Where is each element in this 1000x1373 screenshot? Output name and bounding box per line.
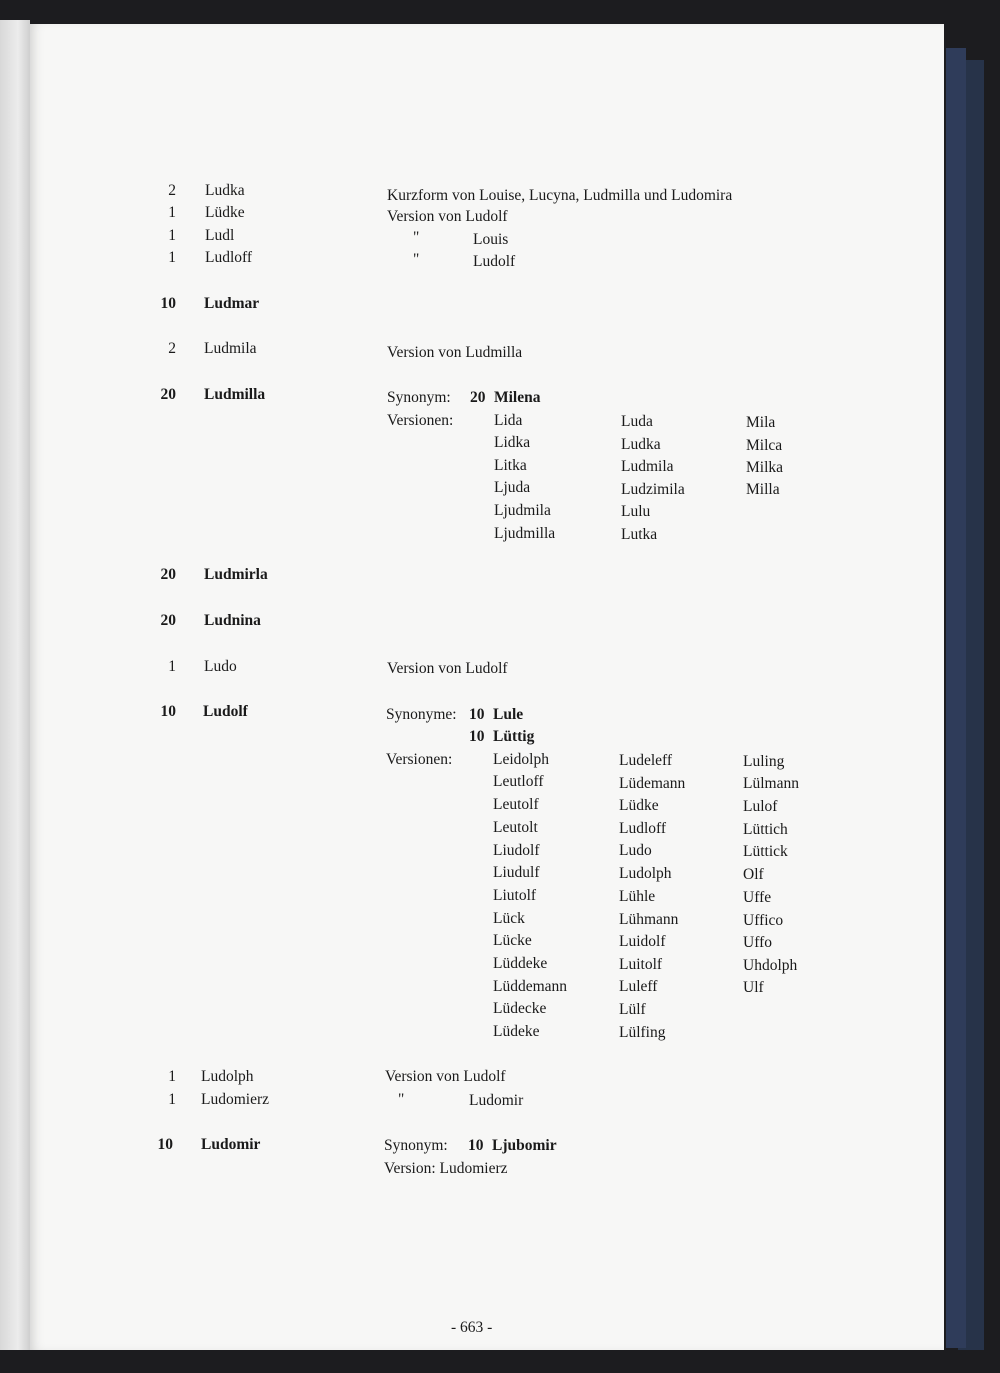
version-name: Lidka — [494, 434, 531, 451]
version-name: Lüddemann — [493, 978, 568, 995]
version-name: Leidolph — [493, 751, 549, 768]
version-name: Ludmila — [621, 458, 674, 475]
synonym-label: Synonym: — [384, 1137, 448, 1154]
entry-number: 20 — [160, 566, 176, 583]
version-name: Ludolph — [619, 865, 672, 882]
version-name: Luidolf — [619, 933, 666, 950]
entry-reference: Ludolf — [473, 253, 516, 270]
version-name: Ludloff — [619, 820, 667, 837]
version-name: Lück — [493, 910, 525, 927]
entry-number: 1 — [168, 249, 176, 266]
version-name: Ulf — [743, 979, 764, 996]
version-name: Lüttich — [743, 821, 788, 838]
version-name: Luda — [621, 413, 653, 430]
version-name: Lulof — [743, 798, 778, 815]
synonym-name: Lule — [493, 706, 524, 723]
version-name: Uffe — [743, 889, 772, 906]
synonym-name: Lüttig — [493, 728, 535, 745]
version-name: Ljudmila — [494, 502, 551, 519]
version-line: Version: Ludomierz — [384, 1160, 508, 1177]
version-name: Lida — [494, 412, 523, 429]
previous-page-edge — [0, 20, 30, 1350]
ditto-mark: " — [413, 251, 420, 268]
entry-description: Version von Ludolf — [387, 660, 508, 677]
entry-description: Kurzform von Louise, Lucyna, Ludmilla und Ludomira — [387, 187, 733, 204]
synonym-name: Milena — [494, 389, 541, 406]
version-name: Ludeleff — [619, 752, 673, 769]
entry-description: Version von Ludolf — [387, 208, 508, 225]
version-name: Mila — [746, 414, 776, 431]
version-name: Lüttick — [743, 843, 788, 860]
version-name: Lüdemann — [619, 775, 686, 792]
synonym-number: 10 — [469, 728, 485, 745]
version-name: Lühmann — [619, 911, 679, 928]
version-name: Lutka — [621, 526, 658, 543]
synonym-number: 10 — [468, 1137, 484, 1154]
version-name: Lülmann — [743, 775, 799, 792]
version-name: Luitolf — [619, 956, 663, 973]
entry-number: 20 — [160, 612, 176, 629]
entry-number: 1 — [168, 227, 176, 244]
entry-number: 10 — [160, 295, 176, 312]
synonym-label: Synonyme: — [386, 706, 457, 723]
entry-reference: Ludomir — [469, 1092, 524, 1109]
entry-description: Version von Ludmilla — [387, 344, 523, 361]
entry-name: Ludomir — [201, 1136, 261, 1153]
entry-name: Ludka — [205, 182, 245, 199]
entry-name: Ludolf — [203, 703, 248, 720]
page-number: - 663 - — [451, 1319, 493, 1336]
entry-number: 20 — [160, 386, 176, 403]
synonym-number: 20 — [470, 389, 486, 406]
book-binding — [946, 48, 966, 1348]
versions-label: Versionen: — [386, 751, 453, 768]
version-name: Lüdke — [619, 797, 659, 814]
synonym-number: 10 — [469, 706, 485, 723]
version-name: Lüddeke — [493, 955, 548, 972]
version-name: Milca — [746, 437, 783, 454]
version-name: Leutloff — [493, 773, 544, 790]
version-name: Leutolt — [493, 819, 538, 836]
version-name: Milka — [746, 459, 784, 476]
entry-number: 1 — [168, 1068, 176, 1085]
entry-number: 1 — [168, 658, 176, 675]
version-name: Leutolf — [493, 796, 539, 813]
entry-name: Ludloff — [205, 249, 253, 266]
version-name: Ljudmilla — [494, 525, 556, 542]
ditto-mark: " — [398, 1091, 405, 1108]
entry-number: 1 — [168, 1091, 176, 1108]
entry-number: 2 — [168, 340, 176, 357]
version-name: Liudulf — [493, 864, 540, 881]
version-name: Lücke — [493, 932, 532, 949]
entry-reference: Louis — [473, 231, 509, 248]
version-name: Lülfing — [619, 1024, 666, 1041]
version-name: Liudolf — [493, 842, 540, 859]
version-name: Luling — [743, 753, 785, 770]
entry-name: Ludmilla — [204, 386, 266, 403]
entry-name: Ludnina — [204, 612, 261, 629]
version-name: Lulu — [621, 503, 651, 520]
version-name: Milla — [746, 481, 780, 498]
version-name: Liutolf — [493, 887, 537, 904]
version-name: Lühle — [619, 888, 656, 905]
entry-name: Ludmar — [204, 295, 260, 312]
version-name: Olf — [743, 866, 764, 883]
entry-name: Ludo — [204, 658, 237, 675]
synonym-label: Synonym: — [387, 389, 451, 406]
version-name: Ludka — [621, 436, 661, 453]
version-name: Litka — [494, 457, 527, 474]
entry-number: 1 — [168, 204, 176, 221]
entry-number: 10 — [157, 1136, 173, 1153]
entry-description: Version von Ludolf — [385, 1068, 506, 1085]
version-name: Uffo — [743, 934, 772, 951]
entry-number: 10 — [160, 703, 176, 720]
version-name: Lülf — [619, 1001, 646, 1018]
entry-name: Ludmila — [204, 340, 257, 357]
entry-name: Ludl — [205, 227, 235, 244]
version-name: Lüdeke — [493, 1023, 540, 1040]
synonym-name: Ljubomir — [492, 1137, 557, 1154]
version-name: Uffico — [743, 912, 784, 929]
version-name: Uhdolph — [743, 957, 798, 974]
version-name: Luleff — [619, 978, 658, 995]
entry-number: 2 — [168, 182, 176, 199]
entry-name: Ludmirla — [204, 566, 268, 583]
entry-name: Lüdke — [205, 204, 245, 221]
version-name: Ludzimila — [621, 481, 685, 498]
entry-name: Ludomierz — [201, 1091, 270, 1108]
versions-label: Versionen: — [387, 412, 454, 429]
entry-name: Ludolph — [201, 1068, 254, 1085]
version-name: Lüdecke — [493, 1000, 547, 1017]
version-name: Ljuda — [494, 479, 531, 496]
ditto-mark: " — [413, 229, 420, 246]
version-name: Ludo — [619, 842, 652, 859]
